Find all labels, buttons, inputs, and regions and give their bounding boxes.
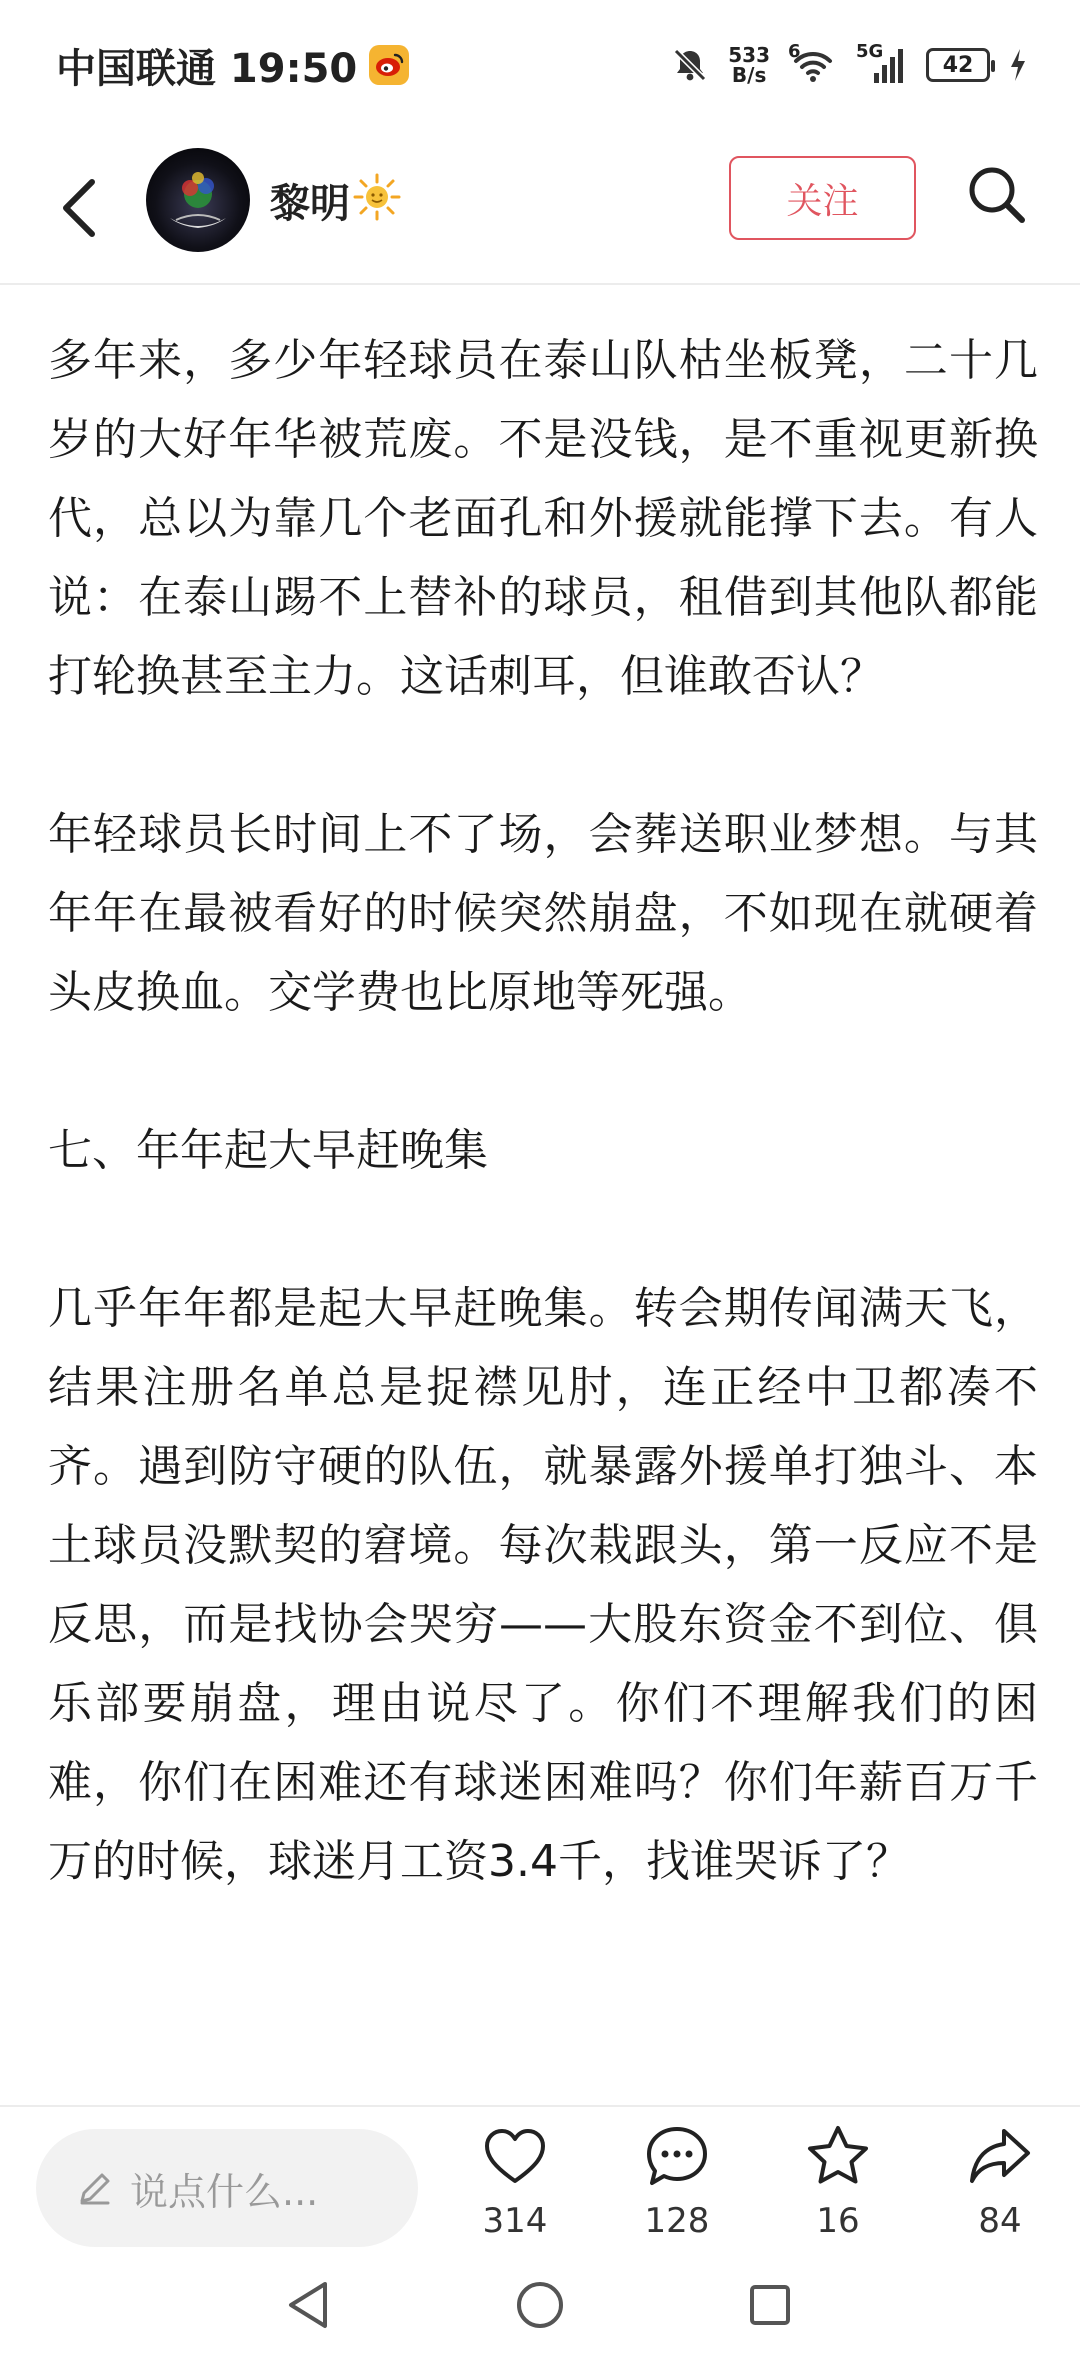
comment-input[interactable] <box>36 2129 418 2247</box>
cellular-signal-icon <box>856 41 908 85</box>
avatar[interactable] <box>146 148 250 252</box>
share-button[interactable] <box>940 2123 1060 2251</box>
search-icon <box>962 160 1032 230</box>
bottom-action-bar <box>0 2105 1080 2250</box>
article-paragraph: 几乎年年都是起大早赶晚集。转会期传闻满天飞，结果注册名单总是捉襟见肘，连正经中卫都凑不齐。遇到防守硬的队伍，就暴露外援单打独斗、本土球员没默契的窘境。每次栽跟头，第一反应不是反思，而是找协会哭穷——大股东资金不到位、俱乐部要崩盘，理由说尽了。你们不理解我们的困难，你们在困难还有球迷困难吗？你们年薪百万千万的时候，球迷月工资3.4千，找谁哭诉了？ <box>48 1283 1038 1887</box>
star-icon <box>804 2123 872 2191</box>
comment-bubble-icon <box>643 2123 711 2191</box>
signal-label: 5G <box>856 41 884 62</box>
favorite-count: 16 <box>816 2201 860 2241</box>
system-nav-bar <box>0 2250 1080 2376</box>
net-speed <box>728 45 770 85</box>
article-body <box>48 285 1038 1901</box>
net-speed-value: 533 <box>728 43 770 67</box>
mute-bell-icon <box>670 45 710 85</box>
author-name[interactable]: 黎明 <box>270 181 350 227</box>
sun-badge-icon <box>352 172 402 222</box>
status-bar <box>0 0 1080 130</box>
charging-bolt-icon <box>1008 47 1028 83</box>
follow-button[interactable]: 关注 <box>729 156 916 240</box>
square-recents-icon <box>735 2270 805 2340</box>
circle-home-icon <box>505 2270 575 2340</box>
article-paragraph: 多年来，多少年轻球员在泰山队枯坐板凳，二十几岁的大好年华被荒废。不是没钱，是不重视更新换代，总以为靠几个老面孔和外援就能撑下去。有人说：在泰山踢不上替补的球员，租借到其他队都能打轮换甚至主力。这话刺耳，但谁敢否认？ <box>48 335 1038 702</box>
wifi-generation: 6 <box>788 41 801 62</box>
comment-placeholder: 说点什么... <box>130 2169 319 2214</box>
share-count: 84 <box>978 2201 1022 2241</box>
favorite-button[interactable] <box>778 2123 898 2251</box>
share-arrow-icon <box>966 2123 1034 2191</box>
like-count: 314 <box>482 2201 548 2241</box>
heart-icon <box>481 2123 549 2191</box>
wifi-icon <box>788 41 838 85</box>
avatar-image <box>146 148 250 252</box>
comment-count: 128 <box>644 2201 710 2241</box>
carrier-time: 中国联通 19:50 <box>56 45 358 92</box>
chevron-left-icon <box>50 168 110 248</box>
back-button[interactable] <box>50 168 110 248</box>
nav-recents-button[interactable] <box>735 2270 805 2340</box>
post-header <box>0 130 1080 285</box>
pencil-icon <box>76 2169 114 2207</box>
net-speed-unit: B/s <box>731 63 767 87</box>
section-heading: 七、年年起大早赶晚集 <box>48 1125 488 1176</box>
status-left <box>56 37 409 94</box>
battery-level: 42 <box>942 52 974 78</box>
weibo-notification-icon <box>369 45 409 85</box>
like-button[interactable] <box>455 2123 575 2251</box>
status-right <box>670 41 1028 87</box>
battery-indicator <box>926 48 990 82</box>
nav-back-button[interactable] <box>275 2270 345 2340</box>
search-button[interactable] <box>962 160 1032 230</box>
triangle-back-icon <box>275 2270 345 2340</box>
article-paragraph: 年轻球员长时间上不了场，会葬送职业梦想。与其年年在最被看好的时候突然崩盘，不如现在就硬着头皮换血。交学费也比原地等死强。 <box>48 809 1038 1018</box>
nav-home-button[interactable] <box>505 2270 575 2340</box>
comment-button[interactable] <box>617 2123 737 2251</box>
